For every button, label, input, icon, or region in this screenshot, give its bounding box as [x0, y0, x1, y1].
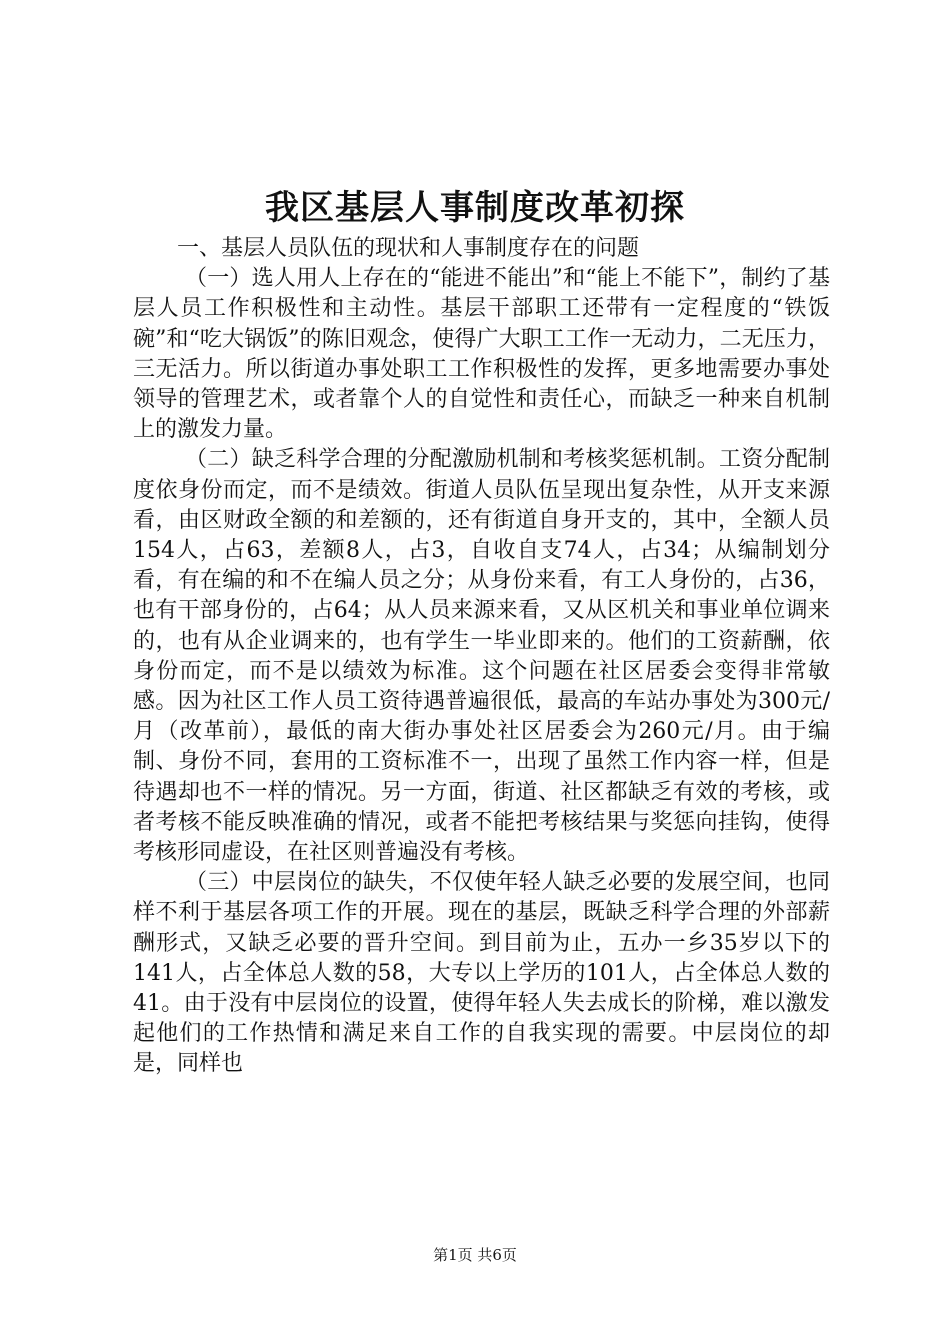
paragraph-3: （三）中层岗位的缺失，不仅使年轻人缺乏必要的发展空间，也同样不利于基层各项工作的开展。现在的基层，既缺乏科学合理的外部薪酬形式，又缺乏必要的晋升空间。到目前为止，五办一乡35岁以下的141人，占全体总人数的58，大专以上学历的101人，占全体总人数的41。由于没有中层岗位的设置，使得年轻人失去成长的阶梯，难以激发起他们的工作热情和满足来自工作的自我实现的需要。中层岗位的却是，同样也	[133, 870, 830, 1077]
paragraph-2: （二）缺乏科学合理的分配激励机制和考核奖惩机制。工资分配制度依身份而定，而不是绩效。街道人员队伍呈现出复杂性，从开支来源看，由区财政全额的和差额的，还有街道自身开支的，其中，全额人员154人，占63，差额8人，占3，自收自支74人，占34；从编制划分看，有在编的和不在编人员之分；从身份来看，有工人身份的，占36，也有干部身份的，占64；从人员来源来看，又从区机关和事业单位调来的，也有从企业调来的，也有学生一毕业即来的。他们的工资薪酬，依身份而定，而不是以绩效为标准。这个问题在社区居委会变得非常敏感。因为社区工作人员工资待遇普遍很低，最高的车站办事处为300元/月（改革前），最低的南大街办事处社区居委会为260元/月。由于编制、身份不同，套用的工资标准不一，出现了虽然工作内容一样，但是待遇却也不一样的情况。另一方面，街道、社区都缺乏有效的考核，或者考核不能反映准确的情况，或者不能把考核结果与奖惩向挂钩，使得考核形同虚设，在社区则普遍没有考核。	[133, 447, 830, 866]
document-title: 我区基层人事制度改革初探	[265, 188, 685, 228]
document-body	[133, 234, 830, 1080]
section-heading: 一、基层人员队伍的现状和人事制度存在的问题	[177, 236, 640, 261]
paragraph-1: （一）选人用人上存在的“能进不能出”和“能上不能下”，制约了基层人员工作积极性和主动性。基层干部职工还带有一定程度的“铁饭碗”和“吃大锅饭”的陈旧观念，使得广大职工工作一无动力，二无压力，三无活力。所以街道办事处职工工作积极性的发挥，更多地需要办事处领导的管理艺术，或者靠个人的自觉性和责任心，而缺乏一种来自机制上的激发力量。	[133, 266, 830, 443]
page-footer: 第1页 共6页	[433, 1246, 517, 1264]
